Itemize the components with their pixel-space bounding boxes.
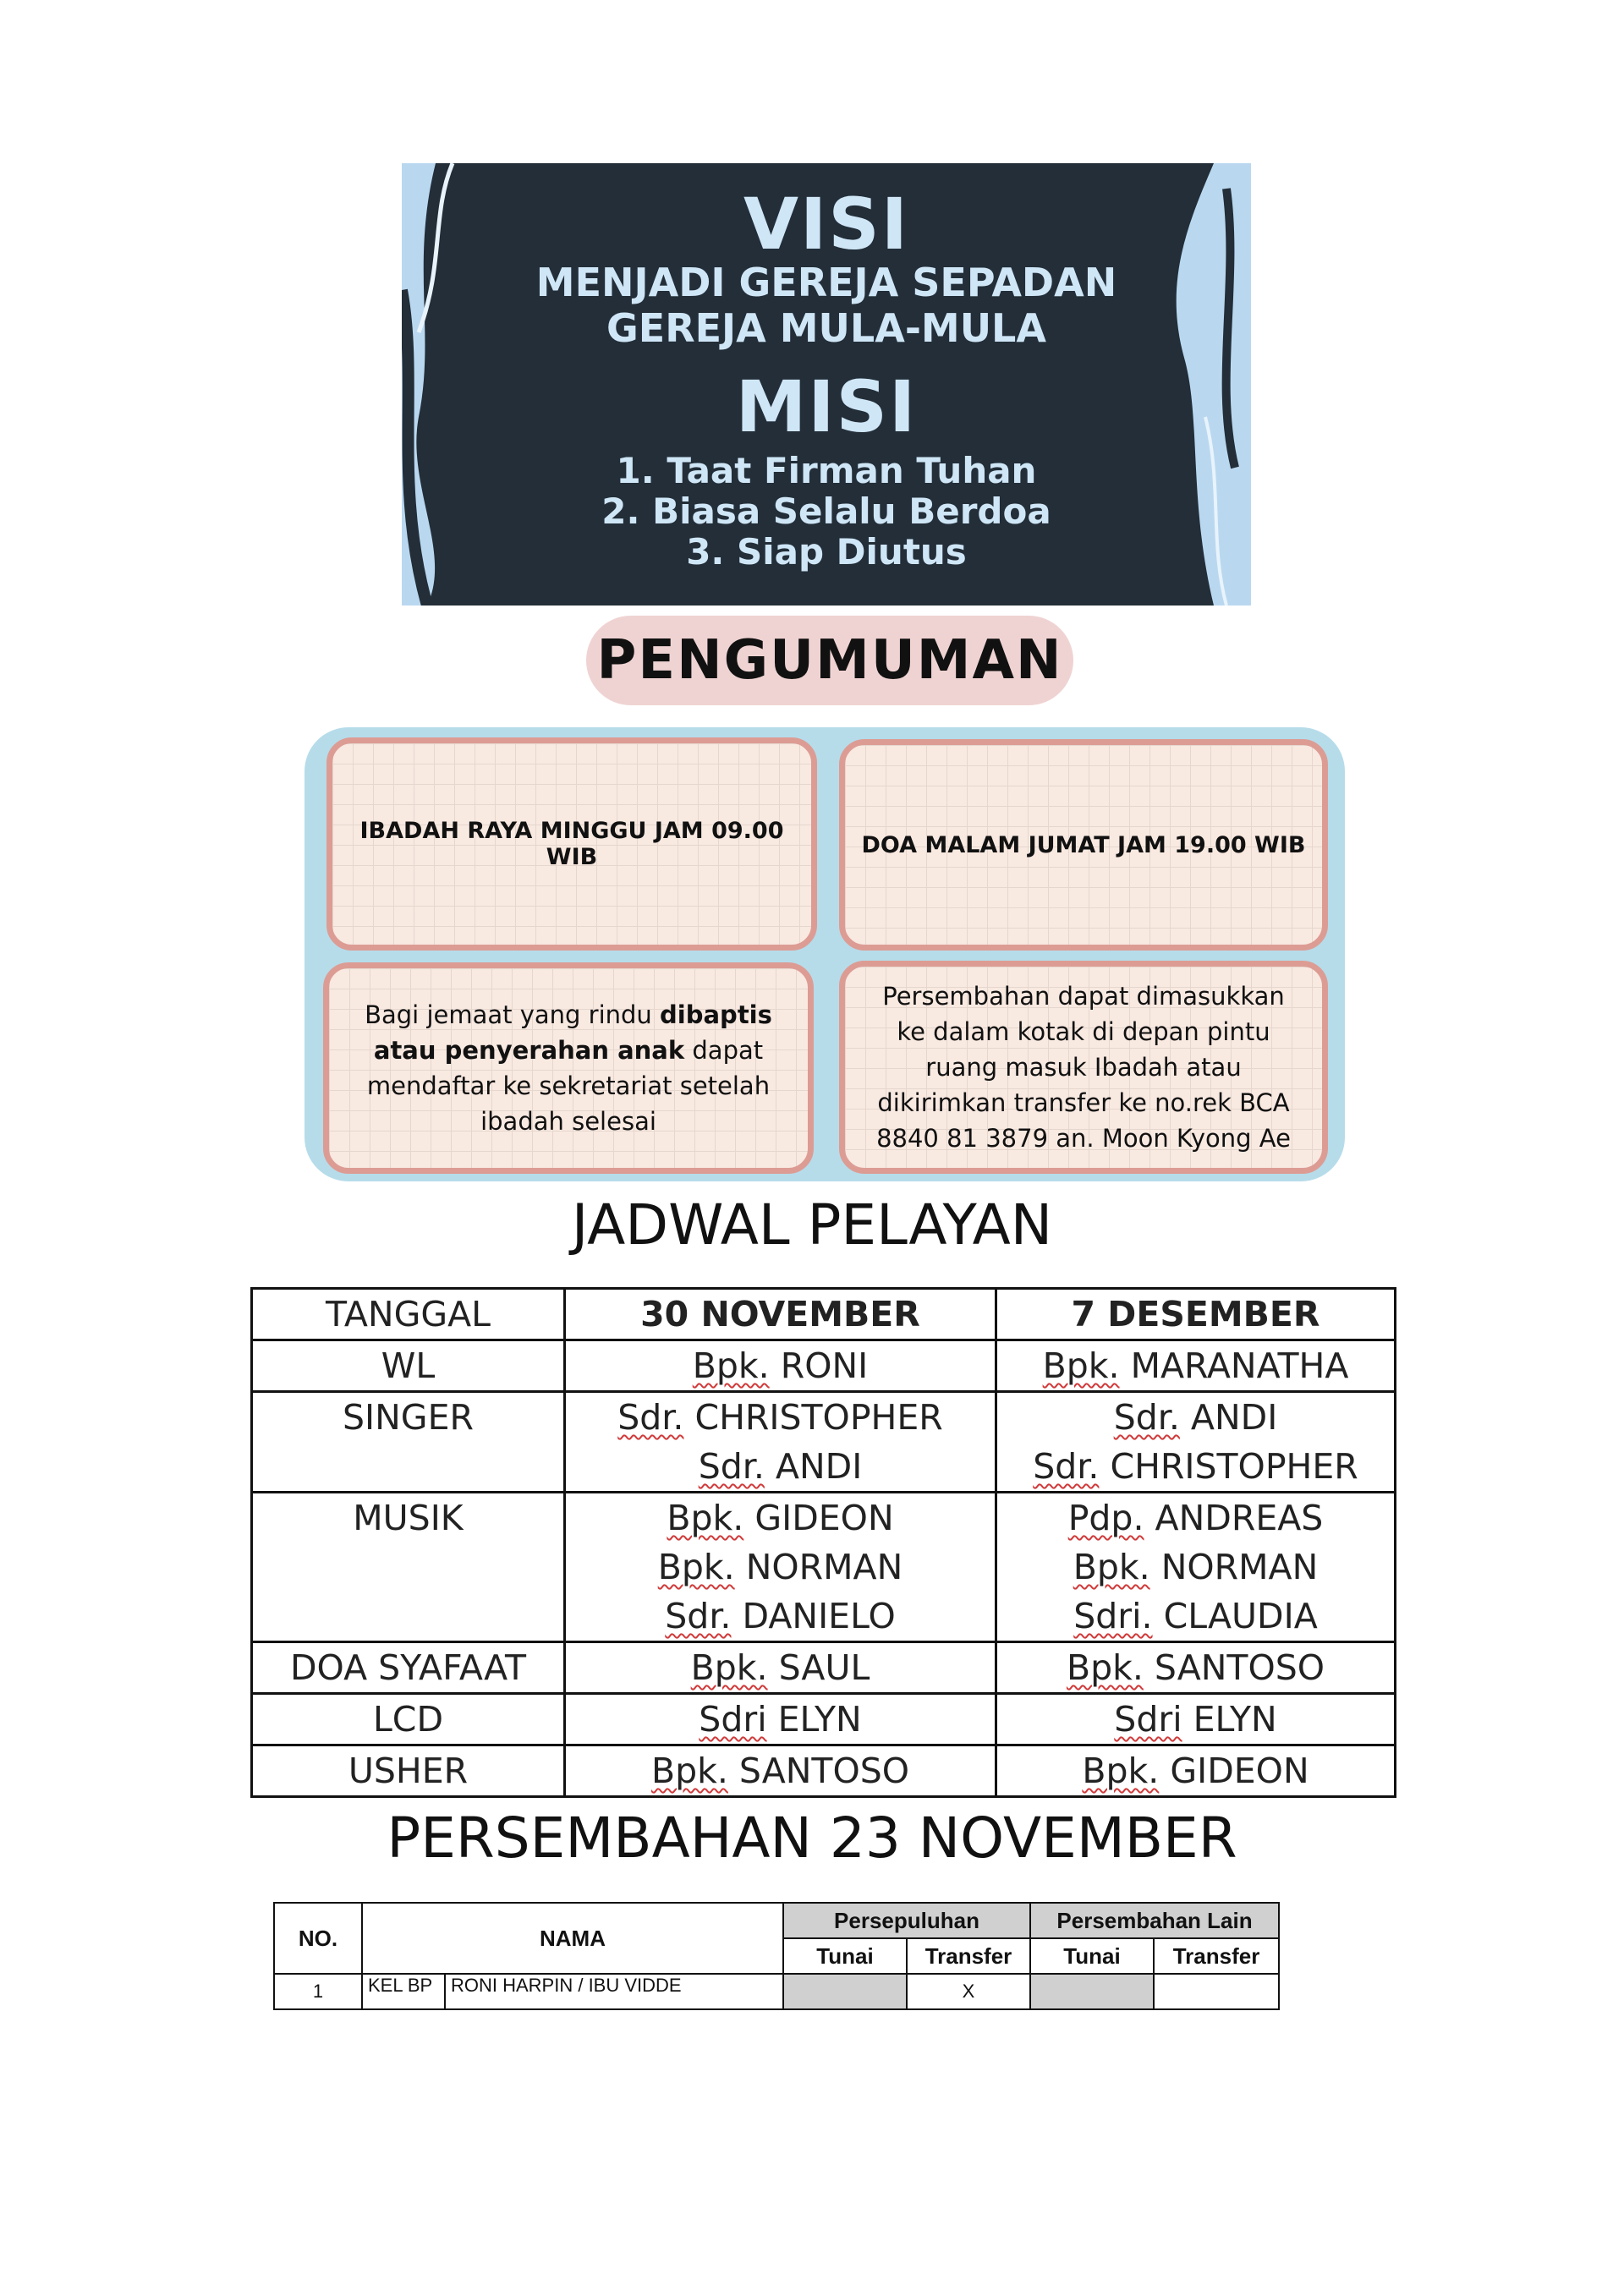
server-name [997,1543,1394,1592]
server-title: Bpk. [667,1498,744,1538]
server-title: Sdri [699,1699,767,1740]
visi-misi-banner [402,163,1251,606]
server-name [566,1341,995,1390]
offering-row-name: RONI HARPIN / IBU VIDDE [451,1975,682,1996]
offering-row-family: KEL BP [363,1975,446,2008]
server-surname: CHRISTOPHER [694,1397,943,1438]
server-title: Sdr. [1033,1446,1100,1487]
server-surname: GIDEON [754,1498,894,1538]
schedule-row [252,1493,1396,1642]
announcements-title: PENGUMUMAN [586,616,1073,705]
offering-group-other: Persembahan Lain [1030,1903,1279,1938]
server-name [997,1592,1394,1641]
offering-group-tithe: Persepuluhan [783,1903,1030,1938]
schedule-row [252,1392,1396,1493]
server-surname: CLAUDIA [1163,1596,1318,1636]
server-surname: CHRISTOPHER [1110,1446,1358,1487]
service-time-card [326,737,817,951]
schedule-servers-1 [565,1694,996,1745]
schedule-role: MUSIK [252,1493,565,1642]
server-surname: ELYN [1193,1699,1277,1740]
server-name [566,1393,995,1442]
server-name [997,1643,1394,1692]
server-title: Bpk. [1042,1345,1120,1386]
schedule-servers-2 [996,1392,1396,1493]
offering-sub-tithe-transfer: Transfer [907,1938,1030,1974]
server-title: Sdri. [1073,1596,1153,1636]
schedule-servers-2 [996,1493,1396,1642]
visi-line-2: GEREJA MULA-MULA [606,305,1046,351]
offering-row-other-transfer [1154,1974,1279,2009]
offering-table [273,1902,1280,2010]
prayer-time-card [839,739,1328,951]
schedule-header-row [252,1289,1396,1340]
server-title: Bpk. [1082,1751,1160,1791]
schedule-servers-1 [565,1642,996,1694]
server-title: Sdri [1114,1699,1182,1740]
server-title: Bpk. [657,1547,735,1587]
server-title: Bpk. [1073,1547,1150,1587]
server-surname: ANDREAS [1155,1498,1324,1538]
header-date-1: 30 NOVEMBER [565,1289,996,1340]
schedule-row [252,1745,1396,1797]
baptism-text: Bagi jemaat yang rindu dibaptis atau penyerahan anak dapat mendaftar ke sekretariat setelah ibadah selesai [365,1000,772,1136]
offering-sub-tithe-cash: Tunai [783,1938,907,1974]
schedule-servers-2 [996,1694,1396,1745]
offering-col-no: NO. [274,1903,362,1974]
server-name [566,1543,995,1592]
server-surname: NORMAN [1160,1547,1319,1587]
server-surname: GIDEON [1170,1751,1309,1791]
server-surname: SANTOSO [738,1751,910,1791]
server-surname: DANIELO [742,1596,896,1636]
server-surname: SAUL [778,1647,870,1688]
offering-info-card [839,961,1328,1174]
misi-item-1: 1. Taat Firman Tuhan [616,450,1037,491]
schedule-row [252,1642,1396,1694]
misi-item-3: 3. Siap Diutus [686,531,967,573]
server-name [566,1695,995,1744]
server-title: Sdr. [1113,1397,1180,1438]
server-surname: ELYN [777,1699,862,1740]
server-surname: MARANATHA [1130,1345,1349,1386]
server-surname: ANDI [775,1446,863,1487]
server-name [997,1393,1394,1442]
schedule-servers-1 [565,1392,996,1493]
schedule-role: USHER [252,1745,565,1797]
offering-row-tithe-cash [783,1974,907,2009]
server-name [566,1746,995,1795]
server-title: Bpk. [692,1345,770,1386]
prayer-time-text: DOA MALAM JUMAT JAM 19.00 WIB [861,831,1306,858]
offering-row-name-cell [362,1974,783,2009]
schedule-title: JADWAL PELAYAN [571,1192,1053,1258]
schedule-row [252,1694,1396,1745]
server-name [566,1592,995,1641]
schedule-servers-2 [996,1340,1396,1392]
announcements-panel [304,727,1345,1181]
server-title: Pdp. [1067,1498,1144,1538]
server-surname: ANDI [1190,1397,1278,1438]
offering-info-text: Persembahan dapat dimasukkan ke dalam kotak di depan pintu ruang masuk Ibadah atau dikirimkan transfer ke no.rek BCA 8840 81 3879 an. Moon Kyong Ae [876,982,1291,1153]
server-title: Sdr. [665,1596,732,1636]
offering-sub-other-cash: Tunai [1030,1938,1154,1974]
server-name [997,1695,1394,1744]
offering-row-other-cash [1030,1974,1154,2009]
server-title: Bpk. [1066,1647,1144,1688]
offering-row [274,1974,1279,2009]
offering-col-name: NAMA [362,1903,783,1974]
misi-title: MISI [735,365,918,448]
server-name [997,1341,1394,1390]
misi-item-2: 2. Biasa Selalu Berdoa [601,490,1051,532]
service-time-text: IBADAH RAYA MINGGU JAM 09.00 WIB [359,818,784,870]
schedule-servers-2 [996,1745,1396,1797]
server-name [997,1746,1394,1795]
schedule-role: LCD [252,1694,565,1745]
schedule-row [252,1340,1396,1392]
schedule-role: SINGER [252,1392,565,1493]
server-surname: SANTOSO [1154,1647,1325,1688]
server-title: Bpk. [650,1751,728,1791]
server-name [997,1493,1394,1543]
server-title: Sdr. [617,1397,684,1438]
schedule-servers-1 [565,1340,996,1392]
visi-title: VISI [743,183,909,266]
offering-title: PERSEMBAHAN 23 NOVEMBER [387,1806,1237,1871]
server-title: Bpk. [690,1647,768,1688]
server-name [997,1442,1394,1491]
schedule-role: DOA SYAFAAT [252,1642,565,1694]
header-date-2: 7 DESEMBER [996,1289,1396,1340]
server-name [566,1493,995,1543]
offering-sub-other-transfer: Transfer [1154,1938,1279,1974]
server-name [566,1643,995,1692]
server-surname: RONI [780,1345,869,1386]
baptism-card [323,962,814,1174]
server-surname: NORMAN [745,1547,903,1587]
offering-row-no: 1 [274,1974,362,2009]
server-title: Sdr. [698,1446,765,1487]
banner-text [402,163,1251,573]
schedule-servers-2 [996,1642,1396,1694]
offering-row-tithe-transfer: X [907,1974,1030,2009]
schedule-table [250,1287,1396,1798]
schedule-servers-1 [565,1745,996,1797]
header-tanggal: TANGGAL [252,1289,565,1340]
server-name [566,1442,995,1491]
schedule-servers-1 [565,1493,996,1642]
schedule-role: WL [252,1340,565,1392]
visi-line-1: MENJADI GEREJA SEPADAN [535,260,1117,305]
